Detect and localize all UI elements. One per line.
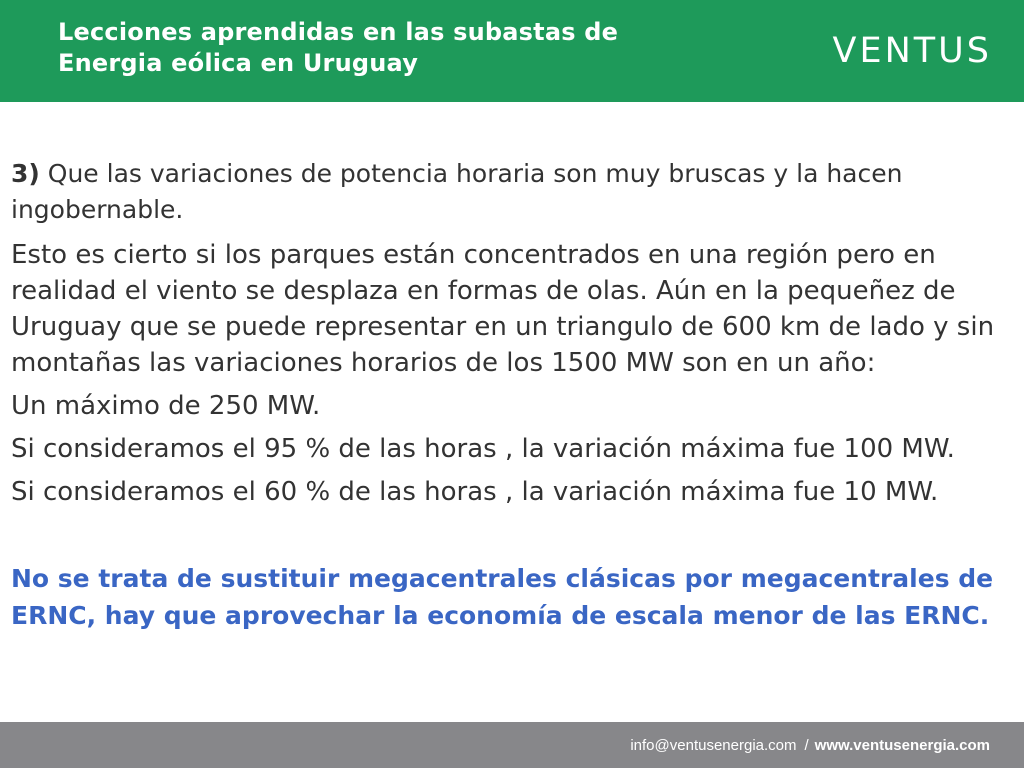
- variation-95-line: Si consideramos el 95 % de las horas , la variación máxima fue 100 MW.: [11, 434, 955, 464]
- variation-60-line: Si consideramos el 60 % de las horas , la variación máxima fue 10 MW.: [11, 477, 939, 507]
- header-bar: [0, 0, 1024, 102]
- footer-separator: /: [804, 737, 809, 754]
- point-statement: [11, 156, 1011, 228]
- point-text: Que las variaciones de potencia horaria son muy bruscas y la hacen ingobernable.: [11, 159, 903, 224]
- slide-title-line-2: Energia eólica en Uruguay: [58, 49, 419, 77]
- explanation-paragraph: Esto es cierto si los parques están concentrados en una región pero en realidad el viento se desplaza en formas de olas. Aún en la pequeñez de Uruguay que se puede representar en un triangulo de 600 km de lado y sin montañas las variaciones horarios de los 1500 MW son en un año:: [11, 240, 995, 378]
- footer-website-link[interactable]: www.ventusenergia.com: [814, 737, 990, 754]
- slide-title: [58, 17, 758, 79]
- conclusion-text: No se trata de sustituir megacentrales clásicas por megacentrales de ERNC, hay que aprovechar la economía de escala menor de las ERNC.: [11, 564, 994, 630]
- max-variation-line: Un máximo de 250 MW.: [11, 391, 321, 421]
- ventus-logo: VENTUS: [832, 31, 992, 71]
- footer-email-link[interactable]: info@ventusenergia.com: [630, 737, 797, 754]
- footer-contact: [630, 736, 990, 756]
- point-number: 3): [11, 159, 40, 188]
- footer-bar: [0, 722, 1024, 768]
- slide-title-line-1: Lecciones aprendidas en las subastas de: [58, 18, 619, 46]
- slide-body: [11, 156, 1011, 634]
